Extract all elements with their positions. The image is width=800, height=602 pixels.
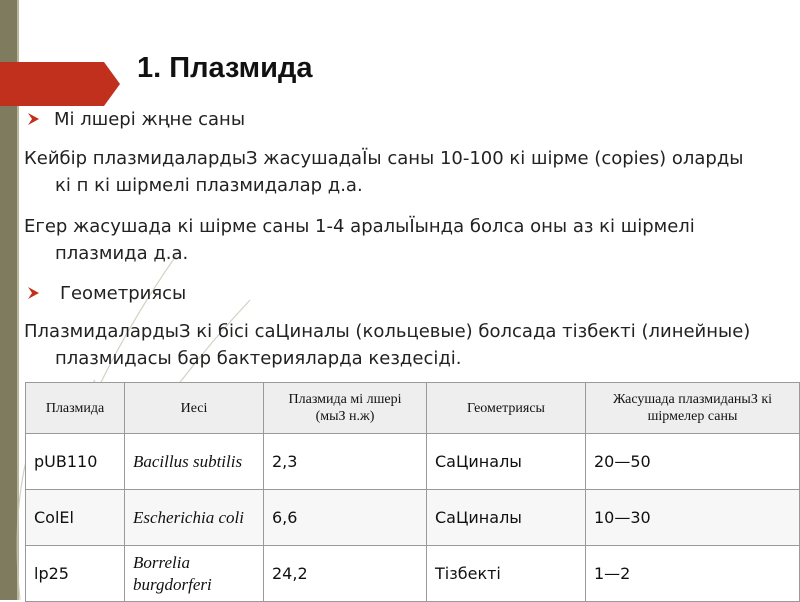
plasmid-table bbox=[25, 382, 800, 602]
paragraph-copies bbox=[24, 145, 796, 199]
paragraph-geometry bbox=[24, 318, 796, 372]
arrow-bullet-icon bbox=[27, 286, 41, 300]
paragraph-line: кі п кі шірмелі плазмидалар д.а. bbox=[55, 175, 363, 196]
table-cell-plasmid: ColEl bbox=[26, 490, 125, 546]
table-cell-copies: 1—2 bbox=[586, 546, 800, 602]
bullet-size-and-count bbox=[27, 109, 245, 130]
table-cell-copies: 20—50 bbox=[586, 434, 800, 490]
title-accent-tab bbox=[0, 62, 120, 106]
bullet-geometry bbox=[27, 283, 186, 304]
table-cell-host: Borrelia burgdorferi bbox=[125, 546, 264, 602]
table-cell-plasmid: pUB110 bbox=[26, 434, 125, 490]
table-header-cell: Плазмида bbox=[26, 383, 125, 434]
table-cell-geometry: СаЦиналы bbox=[427, 434, 586, 490]
table-header-cell: Плазмида мі лшері (мыЗ н.ж) bbox=[264, 383, 427, 434]
table-cell-host: Escherichia coli bbox=[125, 490, 264, 546]
table-cell-host: Bacillus subtilis bbox=[125, 434, 264, 490]
arrow-bullet-icon bbox=[27, 112, 41, 126]
table-cell-geometry: Тізбекті bbox=[427, 546, 586, 602]
slide-title: 1. Плазмида bbox=[137, 52, 313, 84]
table-header-cell: Геометриясы bbox=[427, 383, 586, 434]
table-header-cell: Жасушада плазмиданыЗ кі шірмелер саны bbox=[586, 383, 800, 434]
paragraph-line: Егер жасушада кі шірме саны 1-4 аралыЇында болса оны аз кі шірмелі bbox=[24, 216, 695, 237]
table-cell-geometry: СаЦиналы bbox=[427, 490, 586, 546]
table-row bbox=[26, 546, 800, 602]
table-cell-plasmid: lp25 bbox=[26, 546, 125, 602]
paragraph-line: плазмидасы бар бактерияларда кездесіді. bbox=[55, 348, 462, 369]
bullet-label: Геометриясы bbox=[60, 283, 187, 304]
table-header-cell: Иесі bbox=[125, 383, 264, 434]
table-row bbox=[26, 434, 800, 490]
table-cell-size: 24,2 bbox=[264, 546, 427, 602]
bullet-label: Мі лшері жңне саны bbox=[54, 109, 246, 130]
paragraph-line: Кейбір плазмидалардыЗ жасушадаЇы саны 10-100 кі шірме (copies) оларды bbox=[24, 148, 744, 169]
table-cell-copies: 10—30 bbox=[586, 490, 800, 546]
table-cell-size: 2,3 bbox=[264, 434, 427, 490]
paragraph-low-copy bbox=[24, 213, 796, 267]
table-cell-size: 6,6 bbox=[264, 490, 427, 546]
table-row bbox=[26, 490, 800, 546]
table-header-row bbox=[26, 383, 800, 434]
paragraph-line: ПлазмидалардыЗ кі бісі саЦиналы (кольцевые) болсада тізбекті (линейные) bbox=[24, 321, 751, 342]
paragraph-line: плазмида д.а. bbox=[55, 243, 189, 264]
